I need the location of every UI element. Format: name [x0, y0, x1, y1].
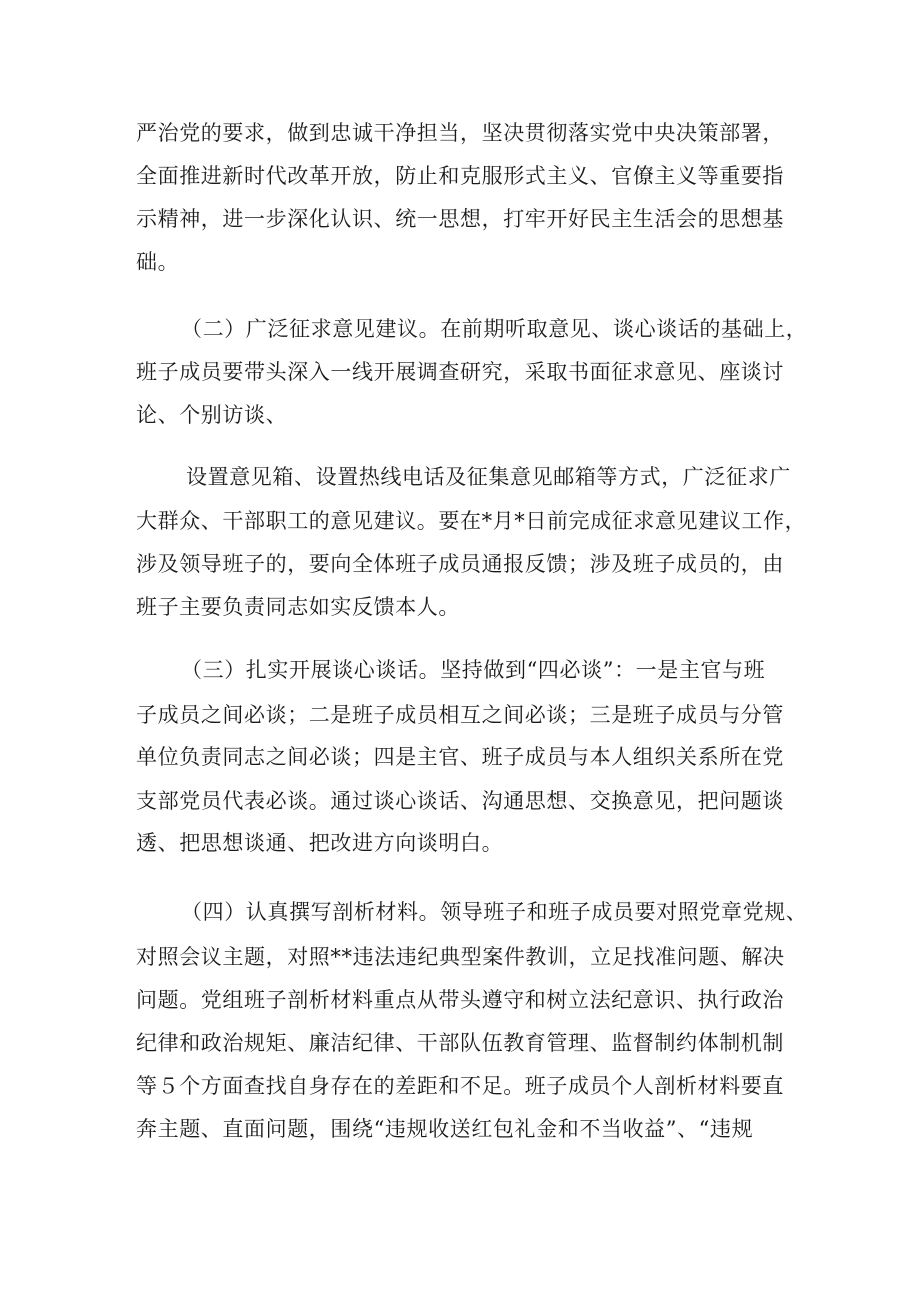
- text-line: 严治党的要求，做到忠诚干净担当，坚决贯彻落实党中央决策部署，: [136, 121, 784, 145]
- text-line: 奔主题、直面问题，围绕“违规收送红包礼金和不当收益”、“违规: [136, 1117, 754, 1141]
- text-line: 涉及领导班子的，要向全体班子成员通报反馈；涉及班子成员的，由: [136, 552, 784, 576]
- text-line: 大群众、干部职工的意见建议。要在*月*日前完成征求意见建议工作，: [136, 509, 807, 533]
- text-line: 论、个别访谈、: [136, 403, 288, 427]
- text-line: 设置意见箱、设置热线电话及征集意见邮箱等方式，广泛征求广: [186, 465, 791, 489]
- text-line: 全面推进新时代改革开放，防止和克服形式主义、官僚主义等重要指: [136, 164, 784, 188]
- text-line: 础。: [136, 250, 180, 274]
- text-line: 班子成员要带头深入一线开展调查研究，采取书面征求意见、座谈讨: [136, 360, 784, 384]
- text-line: （四）认真撰写剖析材料。领导班子和班子成员要对照党章党规、: [181, 900, 808, 924]
- text-line: 单位负责同志之间必谈；四是主官、班子成员与本人组织关系所在党: [136, 745, 784, 769]
- text-line: 示精神，进一步深化认识、统一思想，打牢开好民主生活会的思想基: [136, 207, 784, 231]
- text-line: 等５个方面查找自身存在的差距和不足。班子成员个人剖析材料要直: [136, 1074, 784, 1098]
- text-line: 纪律和政治规矩、廉洁纪律、干部队伍教育管理、监督制约体制机制: [136, 1031, 784, 1055]
- text-line: 子成员之间必谈；二是班子成员相互之间必谈；三是班子成员与分管: [136, 703, 784, 727]
- text-line: 支部党员代表必谈。通过谈心谈话、沟通思想、交换意见，把问题谈: [136, 789, 784, 813]
- text-line: 对照会议主题，对照**违法违纪典型案件教训，立足找准问题、解决: [136, 945, 785, 969]
- text-line: （三）扎实开展谈心谈话。坚持做到“四必谈”：一是主官与班: [181, 658, 766, 682]
- text-line: 班子主要负责同志如实反馈本人。: [136, 595, 460, 619]
- text-line: 透、把思想谈通、把改进方向谈明白。: [136, 831, 504, 855]
- text-line: 问题。党组班子剖析材料重点从带头遵守和树立法纪意识、执行政治: [136, 988, 784, 1012]
- text-line: （二）广泛征求意见建议。在前期听取意见、谈心谈话的基础上，: [181, 317, 808, 341]
